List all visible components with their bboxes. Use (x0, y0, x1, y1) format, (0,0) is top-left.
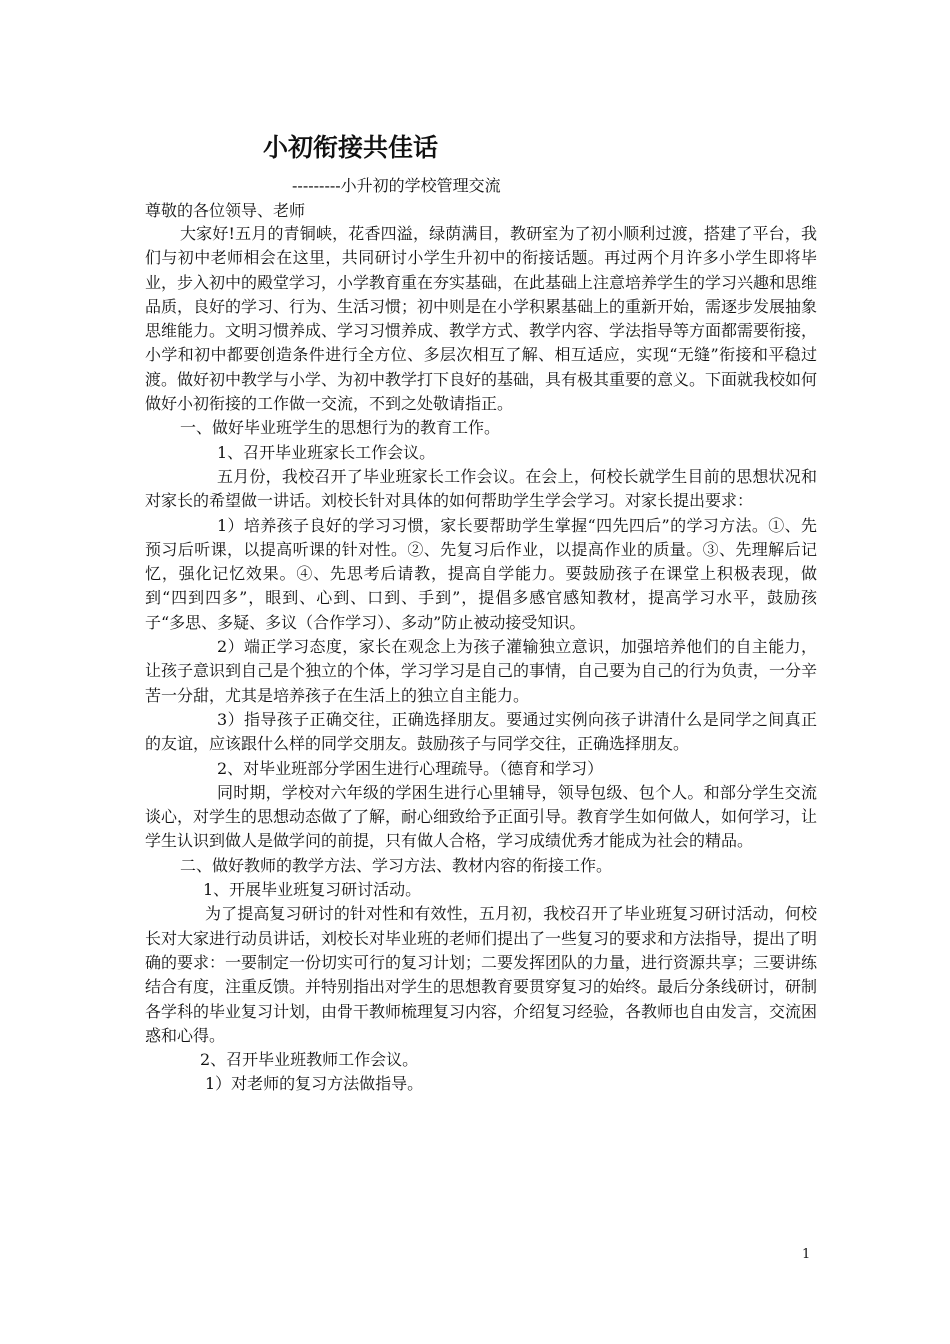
paragraph-opening: 大家好!五月的青铜峡，花香四溢，绿荫满目，教研室为了初小顺利过渡，搭建了平台，我们与初中老师相会在这里，共同研讨小学生升初中的衔接话题。再过两个月许多小学生即将毕业，步入初中的殿堂学习，小学教育重在夯实基础，在此基础上注意培养学生的学习兴趣和思维品质，良好的学习、行为、生活习惯；初中则是在小学积累基础上的重新开始，需逐步发展抽象思维能力。文明习惯养成、学习习惯养成、教学方式、教学内容、学法指导等方面都需要衔接，小学和初中都要创造条件进行全方位、多层次相互了解、相互适应，实现“无缝”衔接和平稳过渡。做好初中教学与小学、为初中教学打下良好的基础，具有极其重要的意义。下面就我校如何做好小初衔接的工作做一交流，不到之处敬请指正。 (145, 224, 818, 414)
salutation: 尊敬的各位领导、老师 (145, 201, 306, 220)
paragraph-counseling: 同时期，学校对六年级的学困生进行心里辅导，领导包级、包个人。和部分学生交流谈心，对学生的思想动态做了了解，耐心细致给予正面引导。教育学生如何做人，如何学习，让学生认识到做人是做学问的前提，只有做人合格，学习成绩优秀才能成为社会的精品。 (145, 782, 818, 851)
list-item-review-guidance: 1）对老师的复习方法做指导。 (205, 1074, 424, 1094)
list-item-attitude: 2）端正学习态度，家长在观念上为孩子灌输独立意识，加强培养他们的自主能力，让孩子意识到自己是个独立的个体，学习学习是自己的事情，自己要为自己的行为负责，一分辛苦一分甜，尤其是培养孩子在生活上的独立自主能力。 (145, 637, 818, 705)
document-body (145, 222, 817, 1097)
document-subtitle: ---------小升初的学校管理交流 (292, 176, 501, 195)
list-item-study-habits: 1）培养孩子良好的学习习惯，家长要帮助学生掌握“四先四后”的学习方法。①、先预习后听课，以提高听课的针对性。②、先复习后作业，以提高作业的质量。③、先理解后记忆，强化记忆效果。④、先思考后请教，提高自学能力。要鼓励孩子在课堂上积极表现，做到“四到四多”，眼到、心到、口到、手到”，提倡多感官感知教材，提高学习水平，鼓励孩子“多思、多疑、多议（合作学习）、多动”防止被动接受知识。 (145, 515, 817, 632)
list-item-friendship: 3）指导孩子正确交往，正确选择朋友。要通过实例向孩子讲清什么是同学之间真正的友谊，应该跟什么样的同学交朋友。鼓励孩子与同学交往，正确选择朋友。 (145, 709, 817, 754)
document-title: 小初衔接共佳话 (263, 133, 439, 162)
section-heading-1: 一、做好毕业班学生的思想行为的教育工作。 (180, 418, 501, 438)
subsection-heading-2-1: 1、开展毕业班复习研讨活动。 (203, 880, 422, 900)
subsection-heading-2-2: 2、召开毕业班教师工作会议。 (200, 1050, 419, 1070)
section-heading-2: 二、做好教师的教学方法、学习方法、教材内容的衔接工作。 (180, 855, 613, 875)
subsection-heading-1-2: 2、对毕业班部分学困生进行心理疏导。（德育和学习） (217, 758, 604, 778)
paragraph-review-activity: 为了提高复习研讨的针对性和有效性，五月初，我校召开了毕业班复习研讨活动，何校长对大家进行动员讲话，刘校长对毕业班的老师们提出了一些复习的要求和方法指导，提出了明确的要求：一要制定一份切实可行的复习计划；二要发挥团队的力量，进行资源共享；三要讲练结合有度，注重反馈。并特别指出对学生的思想教育要贯穿复习的始终。最后分条线研讨，研制各学科的毕业复习计划，由骨干教师梳理复习内容，介绍复习经验，各教师也自由发言，交流困惑和心得。 (145, 904, 818, 1045)
subsection-heading-1-1: 1、召开毕业班家长工作会议。 (217, 442, 436, 462)
paragraph-parent-meeting: 五月份，我校召开了毕业班家长工作会议。在会上，何校长就学生目前的思想状况和对家长的希望做一讲话。刘校长针对具体的如何帮助学生学会学习。对家长提出要求： (145, 466, 817, 511)
page-number: 1 (802, 1247, 811, 1262)
